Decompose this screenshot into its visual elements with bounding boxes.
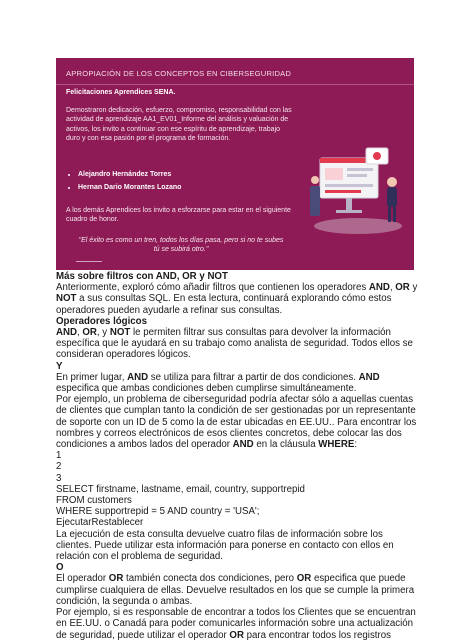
honor-list [66, 170, 306, 197]
banner-paragraph: Demostraron dedicación, esfuerzo, compromiso, responsabilidad con las actividad de aprendizaje AA1_EV01_Informe del análisis y valuación de activos, los invito a continuar con ese espíritu de aprendizaje, trabajo duro y con esa pasión por el programa de formación. [66, 107, 292, 143]
section-heading: Operadores lógicos [56, 315, 147, 327]
paragraph: Por ejemplo, si es responsable de encontrar a todos los Clientes que se encuentran en EE.UU. o Canadá para poder comunicarles información sobre una actualización de seguridad, puede utilizar el operador OR para encontrar todos los registros [56, 607, 416, 641]
banner-divider [56, 84, 414, 85]
security-dashboard-illustration-icon [306, 138, 406, 238]
paragraph: Por ejemplo, un problema de ciberseguridad podría afectar sólo a aquellas cuentas de clientes que cumplan tanto la condición de ser gestionadas por un representante de soporte con un ID de 5 como la de estar ubicadas en EE.UU.. Para encontrar los nombres y correos electrónicos de esos clientes concretos, debe colocar las dos condiciones a ambos lados del operador AND en la cláusula WHERE: [56, 394, 417, 451]
honor-banner [56, 58, 414, 270]
banner-greeting: Felicitaciones Aprendices SENA. [66, 89, 176, 96]
section-heading: Y [56, 360, 63, 372]
code-line-number: 3 [56, 472, 62, 484]
code-line-number: 1 [56, 450, 62, 462]
paragraph: La ejecución de esta consulta devuelve cuatro filas de información sobre los clientes. Puede utilizar esta información para ponerse en contacto con ellos en relación con el problema de seguridad. [56, 528, 394, 563]
paragraph: Anteriormente, exploró cómo añadir filtros que contienen los operadores AND, OR y NOT a sus consultas SQL. En esta lectura, continuará explorando cómo estos operadores pueden ayudarle a refinar sus consultas. [56, 282, 418, 316]
banner-invitation: A los demás Aprendices los invito a esforzarse para estar en el siguiente cuadro de honor. [66, 207, 291, 224]
article-body [56, 271, 418, 641]
paragraph: En primer lugar, AND se utiliza para filtrar a partir de dos condiciones. AND especifica que ambas condiciones deben cumplirse simultáneamente. [56, 371, 380, 395]
banner-title: APROPIACIÓN DE LOS CONCEPTOS EN CIBERSEGURIDAD [66, 69, 292, 78]
honor-name: • Alejandro Hernández Torres [78, 170, 306, 179]
paragraph: AND, OR, y NOT le permiten filtrar sus consultas para devolver la información específica que le ayudará en su trabajo como analista de seguridad. Todos ellos se consideran operadores lógicos. [56, 327, 413, 361]
code-line: WHERE supportrepid = 5 AND country = 'USA'; [56, 506, 260, 518]
code-line: FROM customers [56, 495, 132, 507]
code-line: SELECT firstname, lastname, email, country, supportrepid [56, 483, 305, 495]
section-heading: Más sobre filtros con AND, OR y NOT [56, 271, 228, 282]
section-heading: O [56, 562, 64, 574]
quote-underline [76, 261, 102, 262]
honor-name: • Hernan Dario Morantes Lozano [78, 183, 306, 192]
paragraph: El operador OR también conecta dos condiciones, pero OR especifica que puede cumplirse cualquiera de ellas. Devuelve resultados en los que se cumple la primera condición, la segunda o ambas. [56, 573, 415, 607]
banner-quote: "El éxito es como un tren, todos los días pasa, pero si no te subes tú se subirá otro." [78, 237, 284, 254]
code-line-number: 2 [56, 461, 62, 473]
run-reset-label: EjecutarRestablecer [56, 517, 144, 529]
